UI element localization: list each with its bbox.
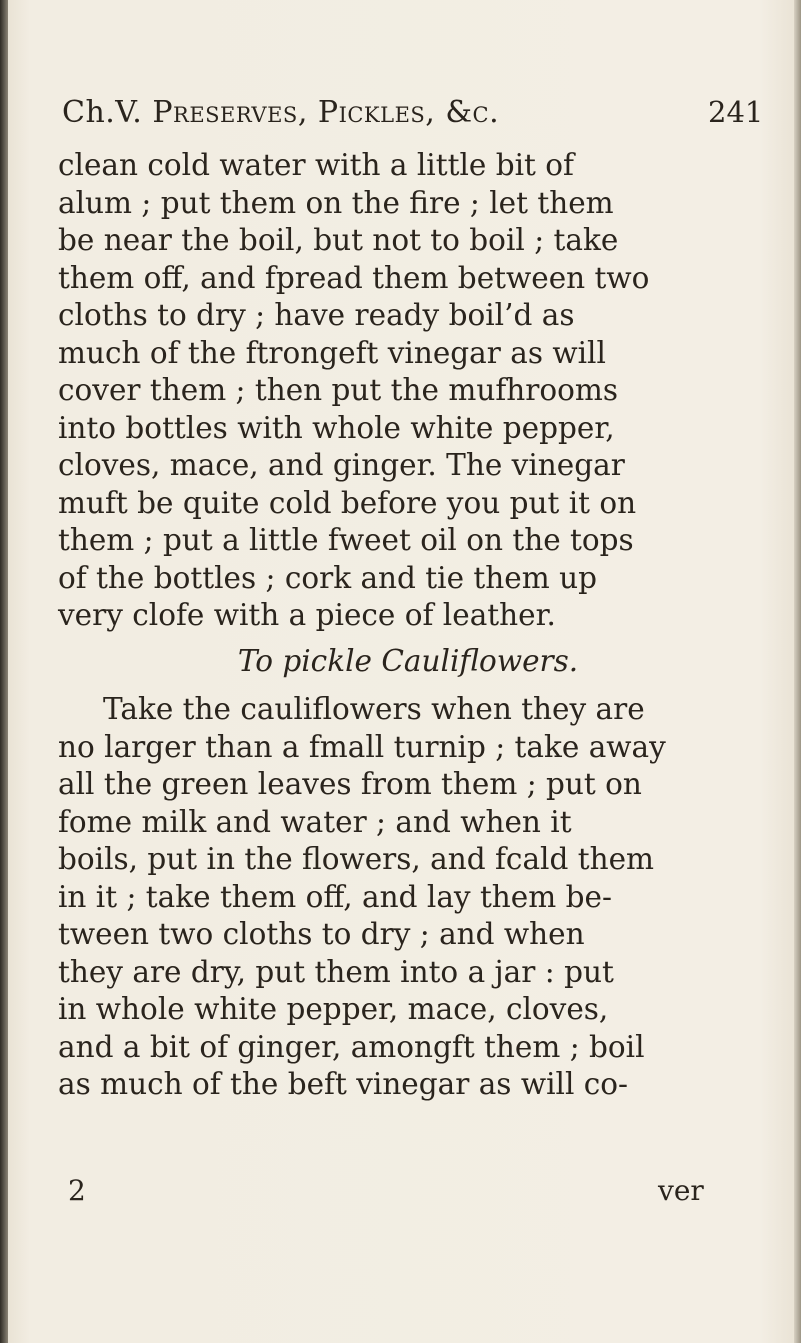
- running-header: [62, 95, 762, 130]
- chapter-label: Ch.V.: [62, 95, 143, 130]
- text-line: of the bottles ; cork and tie them up: [58, 560, 597, 595]
- text-line: Take the cauliflowers when they are: [103, 692, 645, 726]
- page-number: 241: [708, 95, 764, 129]
- text-line: in it ; take them off, and lay them be-: [58, 879, 612, 914]
- text-line: and a bit of ginger, amongft them ; boil: [58, 1029, 645, 1064]
- signature-mark: 2: [68, 1174, 86, 1207]
- section-heading: To pickle Cauliflowers.: [237, 643, 579, 678]
- text-line: cloths to dry ; have ready boil’d as: [58, 298, 575, 332]
- text-line: into bottles with whole white pepper,: [58, 410, 615, 445]
- text-line: in whole white pepper, mace, cloves,: [58, 992, 609, 1026]
- text-line: fome milk and water ; and when it: [58, 804, 572, 839]
- text-line: much of the ftrongeft vinegar as will: [58, 335, 606, 370]
- running-title: Preserves, Pickles, &c.: [152, 95, 500, 130]
- text-line: tween two cloths to dry ; and when: [58, 917, 585, 951]
- text-line: them off, and fpread them between two: [58, 260, 650, 295]
- text-line: cover them ; then put the mufhrooms: [58, 373, 618, 407]
- page-gutter-shadow: [0, 0, 8, 1343]
- text-line: all the green leaves from them ; put on: [58, 767, 642, 801]
- text-line: cloves, mace, and ginger. The vinegar: [58, 448, 625, 482]
- text-line: no larger than a fmall turnip ; take away: [58, 729, 666, 764]
- text-line: alum ; put them on the fire ; let them: [58, 185, 614, 220]
- text-line: boils, put in the flowers, and fcald them: [58, 842, 655, 876]
- text-line: them ; put a little fweet oil on the tops: [58, 523, 634, 557]
- text-line: muft be quite cold before you put it on: [58, 485, 637, 520]
- body-text: [58, 147, 778, 1207]
- text-line: be near the boil, but not to boil ; take: [58, 223, 619, 257]
- text-line: clean cold water with a little bit of: [58, 148, 574, 182]
- page-edge: [794, 0, 801, 1343]
- text-line: very clofe with a piece of leather.: [58, 598, 556, 632]
- text-line: they are dry, put them into a jar : put: [58, 954, 614, 989]
- text-line: as much of the beft vinegar as will co-: [58, 1067, 629, 1101]
- catchword: ver: [658, 1174, 704, 1207]
